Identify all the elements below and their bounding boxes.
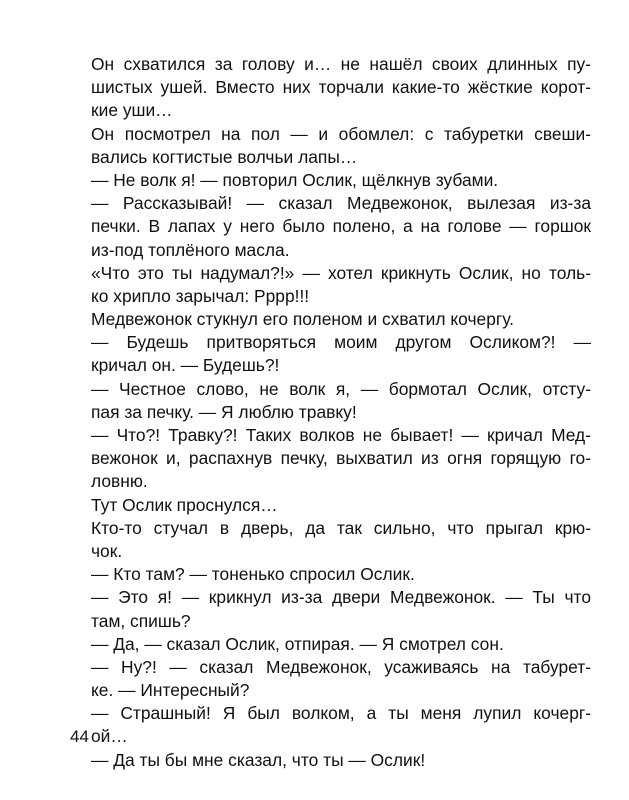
text-line-28: ке. — Интересный?: [91, 680, 250, 701]
story-text: [91, 53, 591, 772]
text-line-21: Кто-то стучал в дверь, да так сильно, что прыгал крю-: [91, 517, 591, 538]
text-line-25: там, спишь?: [91, 610, 191, 631]
text-line-2: шистых ушей. Вместо них торчали какие-то жёсткие корот-: [91, 77, 591, 98]
text-line-9: из-под топлёного масла.: [91, 239, 290, 260]
text-line-19: ловню.: [91, 471, 148, 492]
text-line-11: ко хрипло зарычал: Рррр!!!: [91, 285, 310, 306]
text-line-15: — Честное слово, не волк я, — бормотал Ослик, отсту-: [91, 378, 591, 399]
text-line-31: — Да ты бы мне сказал, что ты — Ослик!: [91, 749, 426, 770]
text-line-4: Он посмотрел на пол — и обомлел: с табуретки свеши-: [91, 123, 591, 144]
text-line-29: — Страшный! Я был волком, а ты меня лупил кочерг-: [91, 703, 591, 724]
text-line-10: «Что это ты надумал?!» — хотел крикнуть Ослик, но толь-: [91, 262, 591, 283]
text-line-18: вежонок и, распахнув печку, выхватил из огня горящую го-: [91, 448, 591, 469]
text-line-20: Тут Ослик проснулся…: [91, 494, 278, 515]
text-line-5: вались когтистые волчьи лапы…: [91, 146, 358, 167]
text-line-6: — Не волк я! — повторил Ослик, щёлкнув зубами.: [91, 169, 499, 190]
text-line-3: кие уши…: [91, 100, 173, 121]
page-number: 44: [70, 727, 89, 746]
text-line-1: Он схватился за голову и… не нашёл своих длинных пу-: [91, 54, 591, 74]
text-line-8: печки. В лапах у него было полено, а на голове — горшок: [91, 216, 591, 237]
text-line-22: чок.: [91, 540, 123, 561]
text-line-7: — Рассказывай! — сказал Медвежонок, вылезая из-за: [91, 193, 591, 214]
text-line-26: — Да, — сказал Ослик, отпирая. — Я смотрел сон.: [91, 633, 504, 654]
text-line-23: — Кто там? — тоненько спросил Ослик.: [91, 564, 415, 585]
text-line-13: — Будешь притворяться моим другом Осликом?! —: [91, 332, 591, 353]
text-line-24: — Это я! — крикнул из-за двери Медвежонок. — Ты что: [91, 587, 591, 608]
text-line-17: — Что?! Травку?! Таких волков не бывает! — кричал Мед-: [91, 425, 591, 445]
text-line-27: — Ну?! — сказал Медвежонок, усаживаясь на табурет-: [91, 656, 591, 677]
text-line-14: кричал он. — Будешь?!: [91, 355, 280, 376]
text-line-16: пая за печку. — Я люблю травку!: [91, 401, 357, 422]
text-line-30: ой…: [91, 726, 128, 747]
text-line-12: Медвежонок стукнул его поленом и схватил кочергу.: [91, 309, 514, 330]
